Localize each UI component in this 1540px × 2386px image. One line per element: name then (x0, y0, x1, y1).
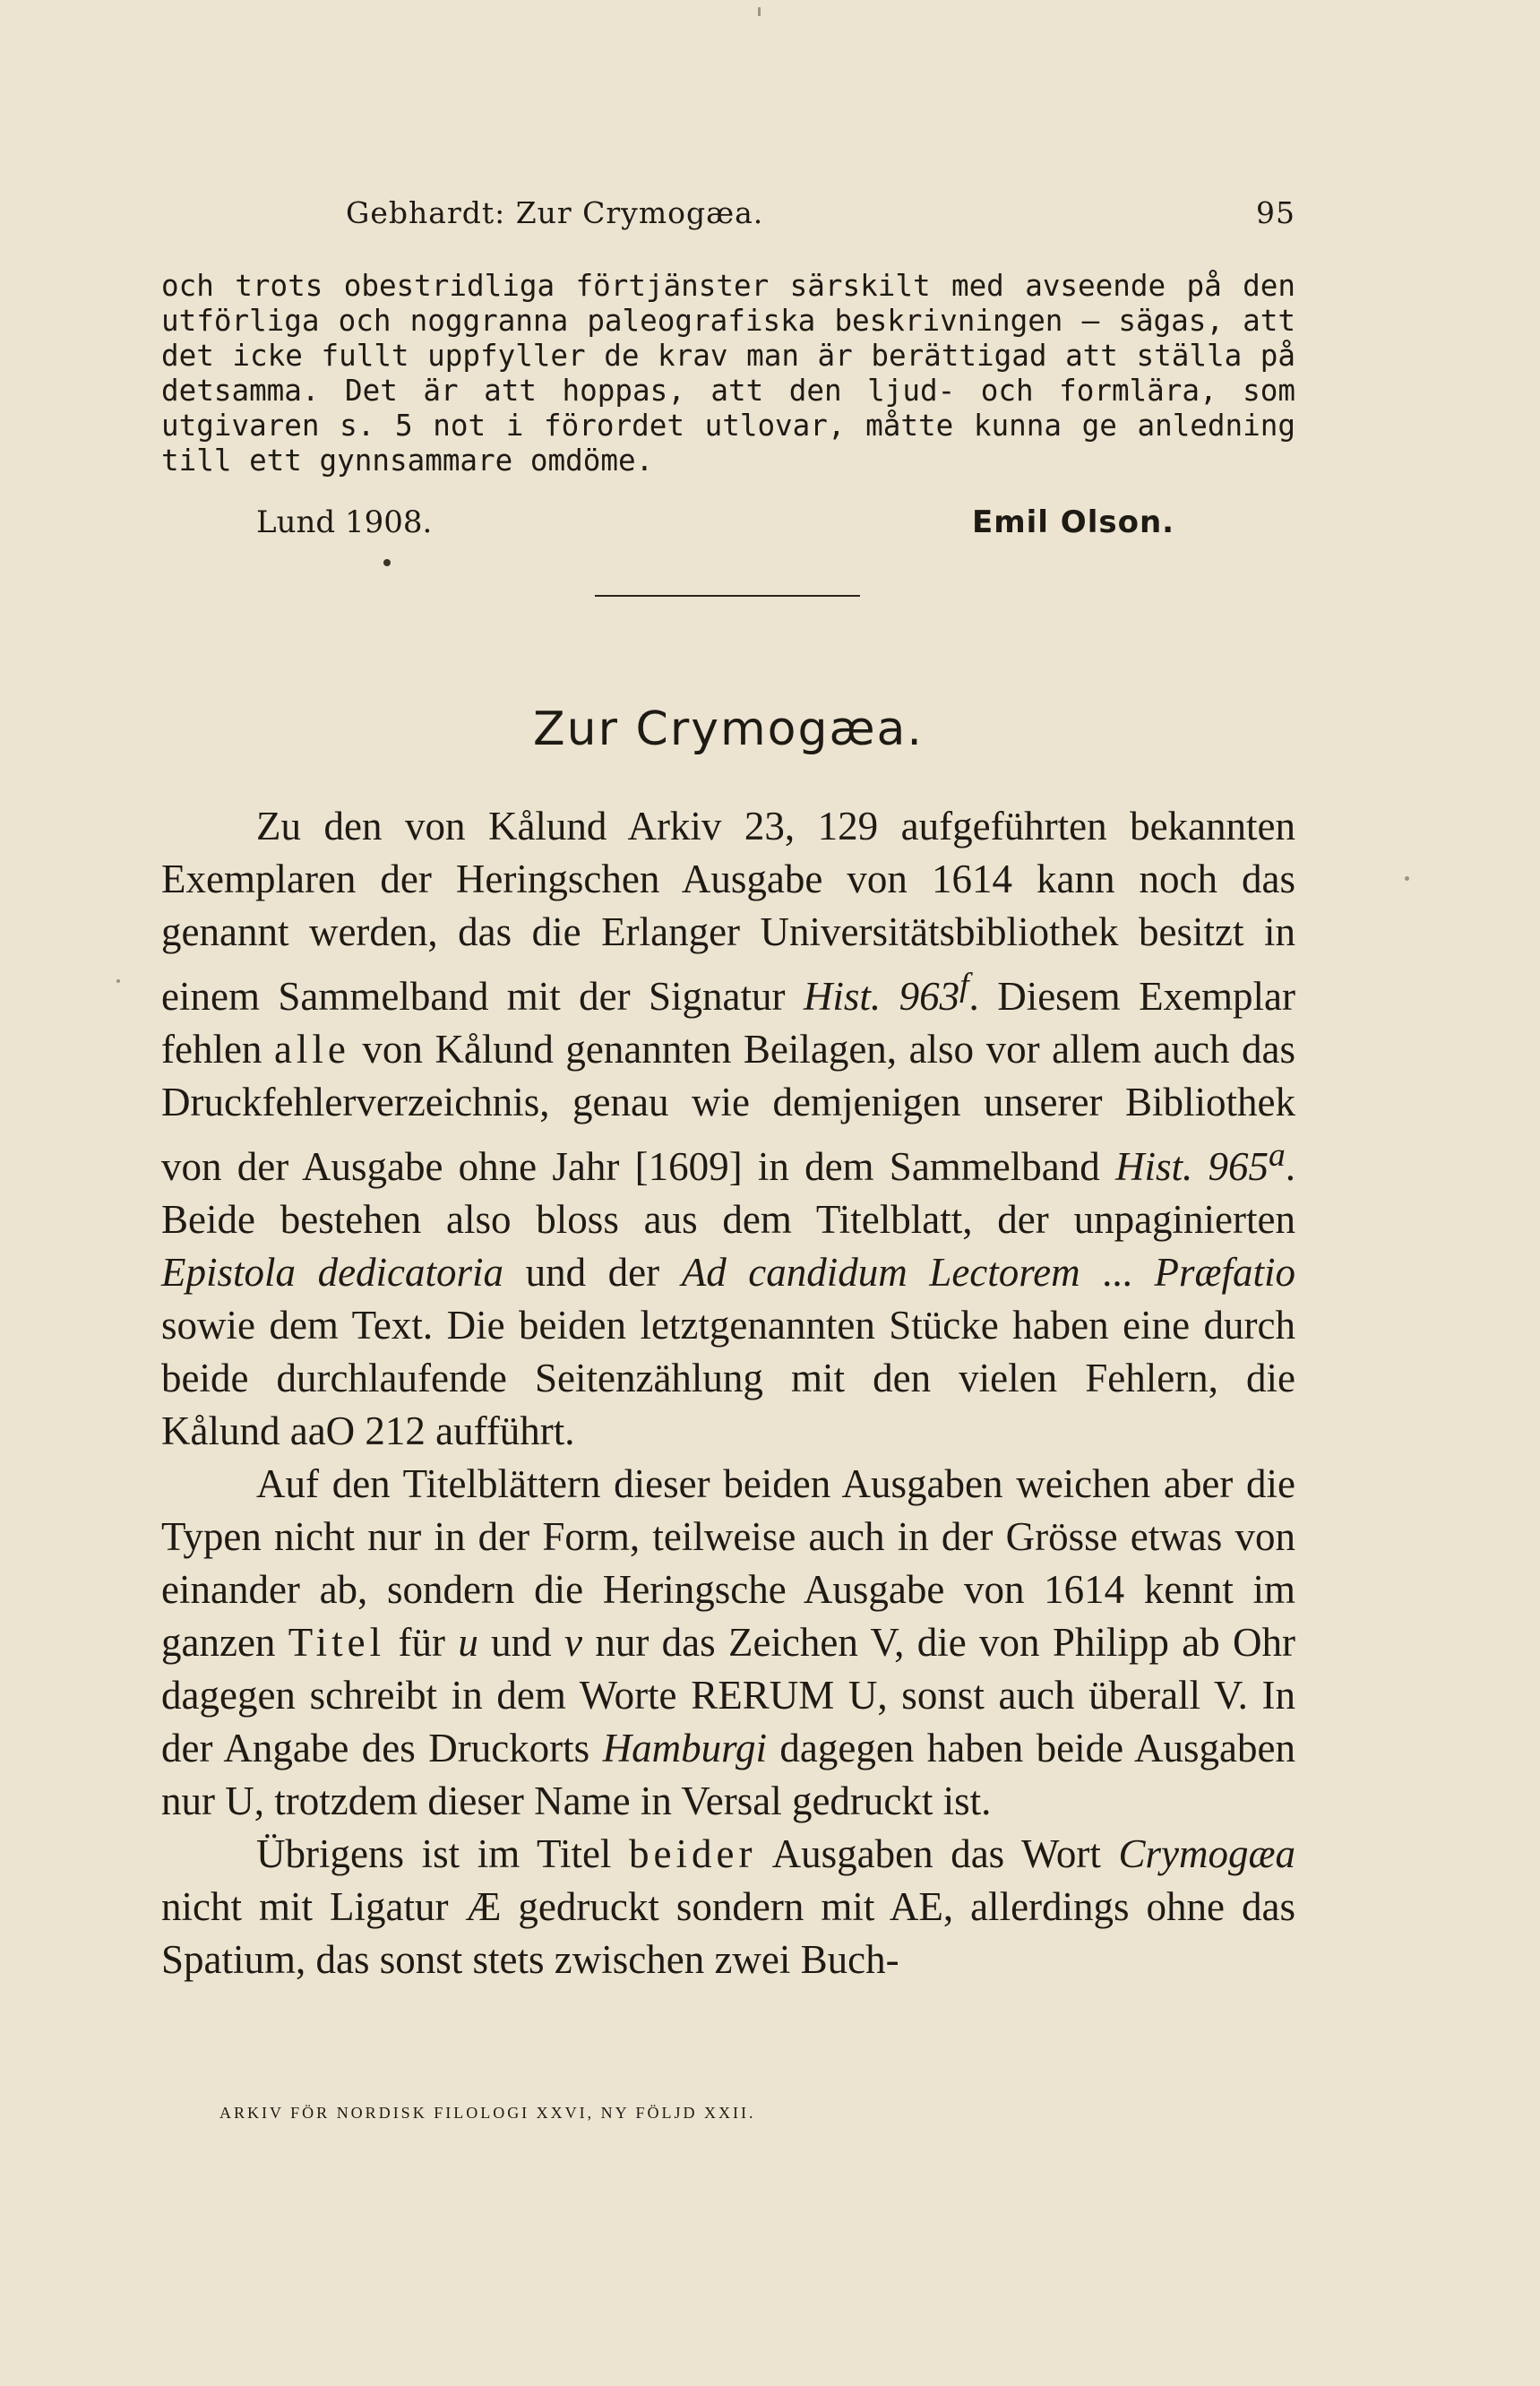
article-title: Zur Crymogæa. (533, 702, 924, 756)
text-run: und der (503, 1250, 682, 1295)
paper-speck (1405, 876, 1409, 881)
stray-dot (383, 559, 391, 566)
running-title: Gebhardt: Zur Crymogæa. (346, 195, 764, 230)
shelfmark-1-text: Hist. 963 (803, 974, 960, 1019)
spaced-word: beider (629, 1831, 757, 1876)
place-date: Lund 1908. (256, 504, 433, 540)
text-run: dagegen haben beide Ausgaben nur U, trotzdem dieser Name in Versal gedruckt ist. (161, 1726, 1295, 1823)
article-paragraph-3 (161, 1828, 1295, 1986)
text-run: . Diesem Exemplar fehlen (161, 974, 1295, 1072)
section-divider (595, 595, 860, 597)
text-run: Zu den von Kålund Arkiv 23, 129 aufgeführten bekannten Exemplaren der Heringschen Ausgabe von 1614 kann noch das genannt werden, das die Erlanger Universitätsbibliothek besitzt in einem Sammelband mit der Signatur (161, 804, 1295, 1019)
shelfmark-1-sup: f (959, 967, 969, 1003)
spaced-word: alle (273, 1027, 350, 1072)
text-run: ... (1080, 1250, 1155, 1295)
signature-footer: ARKIV FÖR NORDISK FILOLOGI XXVI, NY FÖLJD XXII. (219, 2104, 756, 2122)
text-run: von Kålund genannten Beilagen, also vor allem auch das Druckfehlerverzeichnis, genau wie demjenigen unserer Bibliothek von der Ausgabe ohne Jahr [1609] in dem Sammelband (161, 1027, 1295, 1189)
text-run: Auf den Titelblättern dieser beiden Ausgaben weichen aber die Typen nicht nur in der Form, teilweise auch in der Grösse etwas von einander ab, sondern die Heringsche Ausgabe von 1614 kennt im ganzen (161, 1461, 1295, 1665)
review-paragraph: och trots obestridliga förtjänster särskilt med avseende på den utförliga och noggranna paleografiska beskrivningen — sägas, att det icke fullt uppfyller de krav man är berättigad att ställa på detsamma. Det är att hoppas, att den ljud- och formlära, som utgivaren s. 5 not i förordet utlovar, måtte kunna ge anledning till ett gynnsammare omdöme. (161, 269, 1295, 478)
text-run: Übrigens ist im Titel (256, 1831, 630, 1876)
review-author: Emil Olson. (972, 504, 1175, 540)
latin-title: Epistola dedicatoria (161, 1250, 504, 1295)
review-signature (161, 504, 1295, 547)
spaced-word: Titel (288, 1620, 386, 1665)
latin-word: Crymogæa (1118, 1831, 1295, 1876)
paper-speck (116, 979, 120, 983)
shelfmark-1 (803, 967, 969, 1019)
shelfmark-2-sup: a (1269, 1137, 1286, 1174)
text-run: und (477, 1620, 564, 1665)
latin-title: Ad candidum Lectorem (681, 1250, 1080, 1295)
shelfmark-2-text: Hist. 965 (1115, 1144, 1269, 1189)
text-run: nur das Zeichen V, die von Philipp ab Ohr dagegen schreibt in dem Worte RERUM U, sonst auch überall V. In der Angabe des Druckorts (161, 1620, 1296, 1770)
article-body (161, 800, 1295, 1986)
page-number: 95 (1256, 195, 1295, 230)
letter-v: v (564, 1620, 582, 1665)
letter-u: u (458, 1620, 478, 1665)
review-ending (161, 269, 1295, 478)
text-run: . Beide bestehen also bloss aus dem Titelblatt, der unpaginierten (161, 1144, 1296, 1242)
paper-speck (758, 7, 761, 16)
shelfmark-2 (1115, 1137, 1286, 1189)
text-run: sowie dem Text. Die beiden letztgenannten Stücke haben eine durch beide durchlaufende Seitenzählung mit den vielen Fehlern, die Kålund aaO 212 aufführt. (161, 1303, 1295, 1453)
text-run: Ausgaben das Wort (756, 1831, 1119, 1876)
text-run: nicht mit Ligatur Æ gedruckt sondern mit AE, allerdings ohne das Spatium, das sonst stets zwischen zwei Buch- (161, 1884, 1295, 1982)
place-name: Hamburgi (602, 1726, 767, 1770)
latin-title: Præfatio (1154, 1250, 1296, 1295)
text-run: für (385, 1620, 459, 1665)
article-paragraph-2 (161, 1458, 1295, 1828)
article-paragraph-1 (161, 800, 1295, 1458)
